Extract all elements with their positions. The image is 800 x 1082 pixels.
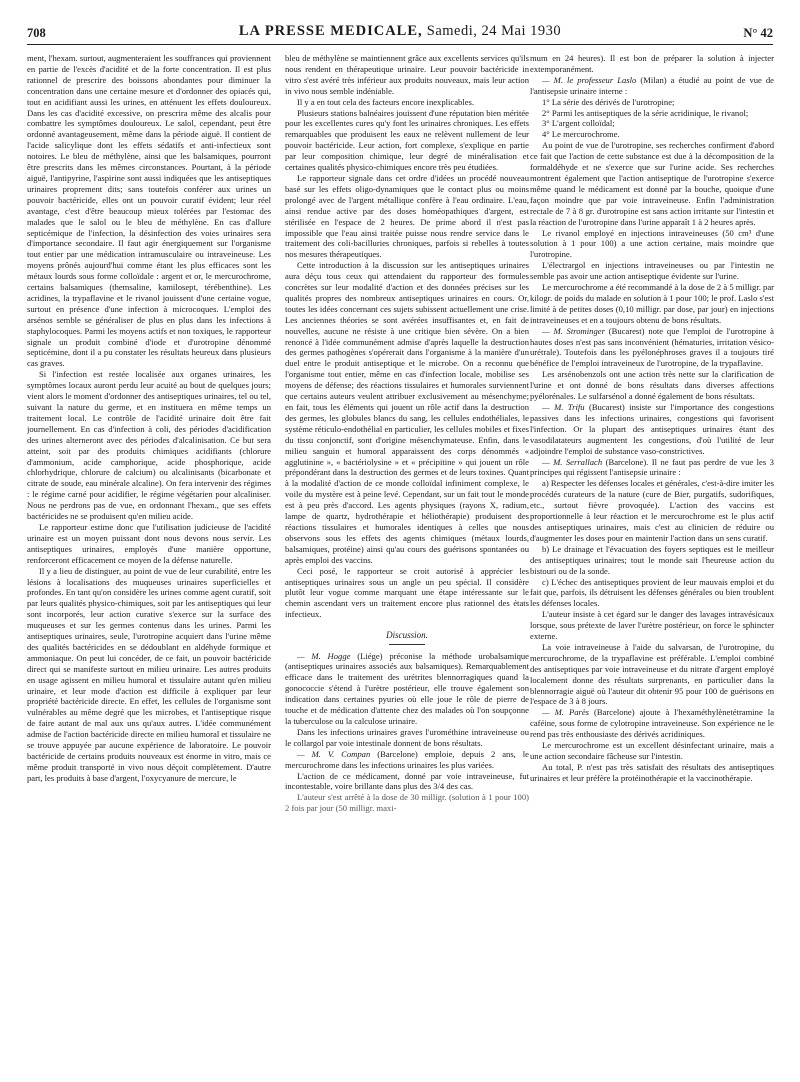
principle-a: a) Respecter les défenses locales et générales, c'est-à-dire imiter les procédés curateurs de la nature (cure de Bier, purgatifs, sudorifiques, etc., surtout fièvre provoquée). L'action des vaccins est proportionnelle à leur réaction et le mercurochrome est le plus actif des antiseptiques urinaires, mais c'est au clinicien de réduire ou d'augmenter les doses pour en maintenir l'action dans un sens curatif. [530,478,774,543]
speaker-name: — M. Hogge [297,650,351,661]
page-header [27,22,773,45]
list-item: 1° La série des dérivés de l'urotropine; [542,96,675,107]
discussion-paragraph [530,707,774,740]
paragraph: Cette introduction à la discussion sur les antiseptiques urinaires aura déçu tous ceux qui attendaient du rapporteur des formules concrètes sur leur modalité d'action et des données précises sur les qualités propres des nombreux antiseptiques urinaires en cours. Or, toutes les idées concernant ces sujets subissent actuellement une crise. Les anciennes théories se sont avérées insuffisantes et, en fait de nouvelles, aucune ne résiste à une critique bien sévère. On a bien renoncé à l'idée communément admise d'après laquelle la destruction des germes pathogènes s'opérerait dans l'organisme à la manière d'un duel entre le produit antiseptique et le microbe. On a reconnu que l'organisme tout entier, même en cas d'infection locale, mobilise ses moyens de défense; des réactions tissulaires et humorales surviennent que certains auteurs veulent attribuer exclusivement au mésenchyme; en fait, tous les éléments qui jouent un rôle actif dans la destruction des germes, les globules blancs du sang, les cellules endothéliales, le système réticulo-endothélial en particulier, les cellules mobiles et fixes du tissu conjonctif, sont d'origine mésenchymateuse. Enfin, dans le milieu sanguin et humoral apparaissent des corps dénommés « agglutinine », « bactériolysine » et « précipitine » qui jouent un rôle prépondérant dans la destruction des germes et de leurs toxines. Quant à la modalité d'action de ce monde colloïdal infiniment complexe, le voile du mystère est à peine levé. Cependant, sur un fait tout le monde est à peu près d'accord. Les agents physiques (rayons X, radium, lampe de quartz, hydrothérapie et héliothérapie) produisent des réactions tissulaires et humorales identiques à celles que nous observons sous les effets des agents chimiques (métaux lourds, balsamiques, protéine) ainsi qu'au cours des guérisons spontanées ou après emploi des vaccins. [285,260,529,565]
discussion-paragraph [530,402,774,457]
list-item: 4° Le mercurochrome. [542,129,620,140]
page-number: 708 [27,26,46,40]
paragraph: bleu de méthylène se maintiennent grâce aux excellents services qu'ils nous rendent en thérapeutique urinaire. Leur pouvoir bactéricide in vitro s'est avéré très inférieur aux produits nouveaux, mais leur action in vivo nous semble indéniable. [285,53,529,96]
paragraph: mum en 24 heures). Il est bon de préparer la solution à injecter extemporanément. [530,53,774,74]
paragraph: Le rivanol employé en injections intraveineuses (50 cm³ d'une solution à 1 pour 100) a une action certaine, mais moindre que l'urotropine. [530,227,774,260]
speaker-name: — M. Strominger [542,325,605,336]
speaker-name: — M. Trifu [542,402,585,412]
paragraph: L'action de ce médicament, donné par voie intraveineuse, fut incontestable, voire brillante dans plus des 3/4 des cas. [285,770,529,792]
issue-date: Samedi, 24 Mai 1930 [426,23,562,39]
text-column-1 [27,53,271,1077]
paragraph: Il y a en tout cela des facteurs encore inexplicables. [297,96,475,107]
speaker-name: — M. V. Compan [297,748,371,759]
paragraph: Dans les infections urinaires graves l'urométhine intraveineuse ou le collargol par voie intestinale donnent de bons résultats. [285,726,529,748]
speaker-name: — M. le professeur Laslo [542,74,637,85]
speaker-text: (Bucarest) insiste sur l'importance des congestions passives dans les infections urinaires, congestions qui favorisent l'infection. Or la plupart des antiseptiques urinaires étant des vasodilatateurs augmentent les congestions, d'où l'utilité de leur adjoindre l'emploi de substance vaso-constrictives. [530,402,774,456]
paragraph: Ceci posé, le rapporteur se croit autorisé à apprécier les antiseptiques urinaires sous un angle un peu spécial. Il considère plutôt leur vogue comme marquant une étape intéressante sur le chemin ascendant vers un traitement encore plus rationnel des états infectieux. [285,565,529,620]
paragraph: Les arsénobenzols ont une action très nette sur la clarification de l'urine et ont donné de bons résultats dans diverses affections pyélorénales. Le sulfarsénol a donné également de bons résultats. [530,369,774,402]
text-column-3 [530,53,774,1077]
paragraph: Au point de vue de l'urotropine, ses recherches confirment d'abord ce fait que l'action de cette substance est due à la décomposition de la formaldéhyde et ne s'exerce que sur l'urine acide. Ses recherches montrent également que l'action antiseptique de l'urotropine s'exerce même quand le médicament est donné par la bouche, quoique d'une façon moindre que par voie intraveineuse. Enfin l'administration rectale de 7 à 8 gr. d'urotropine est sans action irritante sur l'intestin et la réaction de l'urotropine dans l'urine apparaît 1 à 2 heures après. [530,140,774,227]
divider [389,644,425,645]
discussion-paragraph [285,749,529,771]
discussion-paragraph [530,457,774,479]
paragraph: Le mercurochrome est un excellent désinfectant urinaire, mais a une action secondaire fâcheuse sur l'intestin. [530,740,774,761]
principle-c: c) L'échec des antiseptiques provient de leur mauvais emploi et du fait que, parfois, ils détruisent les défenses générales ou bien troublent les défenses locales. [530,576,774,609]
paragraph: L'électrargol en injections intraveineuses ou par l'intestin ne semble pas avoir une action antiseptique évidente sur l'urine. [530,260,774,282]
speaker-name: — M. Parès [542,707,590,718]
discussion-paragraph [530,75,774,97]
paragraph: L'auteur insiste à cet égard sur le danger des lavages intravésicaux lorsque, sous prétexte de laver l'urètre postérieur, on force le sphincter externe. [530,609,774,642]
paragraph: La voie intraveineuse à l'aide du salvarsan, de l'urotropine, du mercurochrome, de la trypaflavine est préférable. L'emploi combiné des antiseptiques par voie intraveineuse et du nitrate d'argent employé localement donne des résultats surprenants, en particulier dans la blennorragie aiguë où l'auteur dit obtenir 95 pour 100 de guérisons en l'espace de 3 à 8 jours. [530,641,774,707]
paragraph: Le rapporteur signale dans cet ordre d'idées un procédé nouveau basé sur les effets oligo-dynamiques que le contact plus ou moins prolongé avec de l'argent métallique confère à l'eau ordinaire. L'eau, ainsi rendue active par des doses homéopathiques d'argent, est stérilisée en l'espace de 2 heures. De prime abord il n'est pas impossible que l'eau ainsi traitée puisse nous rendre service dans le traitement des coli-bacilluries chroniques, parfois si rebelles à toutes nos mesures thérapeutiques. [285,172,529,260]
speaker-text: (Bucarest) note que l'emploi de l'urotropine à hautes doses n'est pas sans inconvénient (hématuries, irritation vésico-urétrale). Toutefois dans les pyélonéphroses graves il a toujours tiré bénéfice de l'emploi intraveineux de l'urotropine, de la trypaflavine. [530,325,774,369]
discussion-paragraph [530,326,774,370]
section-heading-discussion: Discussion. [386,630,428,641]
principle-b: b) Le drainage et l'évacuation des foyers septiques est le meilleur des antiseptiques urinaires; tout le monde sait l'heureuse action du bistouri ou de la sonde. [530,543,774,576]
speaker-text: (Milan) a étudié au point de vue de l'antisepsie urinaire interne : [530,74,774,96]
issue-number: N° 42 [743,26,773,40]
speaker-text: (Barcelone) emploie, depuis 2 ans, le mercurochrome dans les infections urinaires les plus variées. [285,748,529,770]
paragraph: L'auteur s'est arrêté à la dose de 30 milligr. (solution à 1 pour 100) 2 fois par jour (50 milligr. maxi- [285,792,529,814]
speaker-name: — M. Serrallach [542,456,603,467]
text-column-2 [285,53,529,1077]
paragraph: Plusieurs stations balnéaires jouissent d'une réputation bien méritée pour les excellentes cures qu'y font les urinaires chroniques. Les effets remarquables que produisent les eaux ne relèvent nullement de leur pouvoir bactéricide. Leur action, fort complexe, s'explique en partie par leur composition chimique, leur degré de minéralisation et certaines qualités physico-chimiques encore très peu étudiées. [285,107,529,173]
paragraph: ment, l'hexam. surtout, augmenteraient les souffrances qui proviennent en partie de l'excès d'acidité et de la forte concentration. Il est plus rationnel de prescrire des boissons abondantes pour diminuer la concentration dans une certaine mesure et d'ordonner des opiacés qui, tout en acidifiant aussi les urines, en atténuent les effets douloureux. Dans les cas d'acidité excessive, on prescrira même des alcalis pour combattre les symptômes douloureux. Le salol, cependant, peut être ordonné avantageusement, même dans la période aiguë. Il contient de l'acide salicylique dont les effets sédatifs et anti-infectieux sont notoires. Le bleu de méthylène, ainsi que les balsamiques, pourront être prescrits dans les mêmes circonstances. Pourtant, à la période aiguë, l'antipyrine, l'aspirine sont aussi indiquées que les antiseptiques urinaires proprement dits; sans toutefois conférer aux urines un pouvoir bactéricide, elles ont un pouvoir curatif évident; leur réel avantage, c'est d'être beaucoup mieux tolérées par l'estomac des malades que le salol ou le bleu de méthylène. En cas d'allure septicémique de l'infection, la désinfection des voies urinaires sera d'importance secondaire. Il faut agir énergiquement sur l'organisme tout entier par une médication intramusculaire ou intraveineuse. Les moyens prônés aujourd'hui comme étant les plus efficaces sont les métaux lourds sous forme colloïdale : argent et or, le mercurochrome, certains balsamiques (themsaline, kamilosept, térébenthine). Les acridines, la trypaflavine et le rivanol jouissent d'une certaine vogue, surtout en présence d'une infection à microcoques. L'emploi des arsénos semble se généraliser de plus en plus dans les infections à staphylocoques. Parmi les moyens actifs et non toxiques, le rapporteur signale un produit combiné d'iode et d'urotropine dénommé septicémine, dont il a pu constater les résultats heureux dans plusieurs cas graves. [27,53,271,369]
speaker-text: (Liége) préconise la méthode urobalsamique (antiseptiques urinaires associés aux balsamiques). Remarquablement efficace dans le traitement des urétrites blennorragiques quand la gonococcie s'étend à l'urètre postérieur, elle trouve également son indication dans certaines pyuries où elle joue le rôle de pierre de touche et de médication d'attente chez des malades où l'on soupçonne la tuberculose ou la calculose urinaire. [285,650,529,726]
speaker-text: (Barcelone) ajoute à l'hexaméthylènetétramine la caféine, sous forme de cylotropine intraveineuse. Son expérience ne le rend pas très enthousiaste des dérivés acridiniques. [530,707,774,740]
paragraph: Si l'infection est restée localisée aux organes urinaires, les symptômes locaux auront perdu leur acuité au bout de quelques jours; vient alors le moment d'ordonner des antiseptiques urinaires, tel ou tel, suivant la nature du germe, et en instituera en même temps un traitement local. Le contrôle de l'acidité urinaire doit être fait journellement. En cas d'infection à coli, des périodes d'acidification des urines alterneront avec des périodes d'alcalinisation. Ce but sera atteint, soit par des produits chimiques acidifiants (chlorure d'ammonium, acide camphorique, acide phosphorique, acide chlorhydrique, chlorure de calcium) ou alcalinisants (bicarbonate et citrate de soude, eau minérale alcaline). On fera intervenir des régimes : le régime carné pour acidifier, le régime végétarien pour alcaliniser. Nous ne perdrons pas de vue, en ordonnant l'hexam., que ses effets bactéricides ne se produisent qu'en milieu acide. [27,369,271,522]
journal-masthead [27,23,773,40]
list-item: 2° Parmi les antiseptiques de la série acridinique, le rivanol; [542,107,749,118]
paragraph: Il y a lieu de distinguer, au point de vue de leur curabilité, entre les lésions à localisations des muqueuses urinaires superficielles et profondes. En tant qu'on considère les urines comme agent curatif, soit par leurs qualités physico-chimiques, soit par les antiseptiques qui leur sont incorporés, leur action curative s'exerce sur la surface des muqueuses et sur les germes contenus dans les urines. Parmi les antiseptiques urinaires, seule, l'urotropine acquiert dans l'urine même des qualités bactéricides en se dédoublant en aldéhyde formique et ammoniaque. On peut lui concéder, de ce fait, un pouvoir bactéricide direct qui se manifeste surtout en milieu urinaire. Les autres produits en usage agissent en milieu humoral et tissulaire autant qu'en milieu urinaire, et leur mode d'action est difficile à expliquer par leur propriété bactéricide directe. En effet, les cellules de l'organisme sont vulnérables au même degré que les microbes, et l'antiseptique risque de faire autant de mal aux uns qu'aux autres. L'idée communément admise de l'action bactéricide directe en milieu humoral et tissulaire ne se trouve appuyée par aucune expérience de laboratoire. Le pouvoir bactéricide de certains produits nouveaux est énorme in vitro, mais ce même produit transporté in vivo nous déçoit complètement. D'autre part, les produits à base d'argent, l'oxycyanure de mercure, le [27,565,271,783]
paragraph: Le rapporteur estime donc que l'utilisation judicieuse de l'acidité urinaire est un moyen puissant dont nous devons nous servir. Les antiseptiques urinaires, employés d'une manière opportune, renforceront efficacement ce moyen de la défense naturelle. [27,521,271,565]
journal-name: LA PRESSE MEDICALE, [238,23,423,39]
discussion-paragraph [285,651,529,727]
paragraph: Au total, P. n'est pas très satisfait des résultats des antiseptiques urinaires et leur préfère la protéinothérapie et la vaccinothérapie. [530,761,774,783]
list-item: 3° L'argent colloïdal; [542,118,615,129]
speaker-text: (Barcelone). Il ne faut pas perdre de vue les 3 principes qui régissent l'antisepsie urinaire : [530,456,774,478]
paragraph: Le mercurochrome a été recommandé à la dose de 2 à 5 milligr. par kilogr. de poids du malade en solution à 1 pour 100; le prof. Laslo s'est limité à de petites doses (0,10 milligr. par dose, par jour) en injections intraveineuses et en a toujours obtenu de bons résultats. [530,282,774,325]
